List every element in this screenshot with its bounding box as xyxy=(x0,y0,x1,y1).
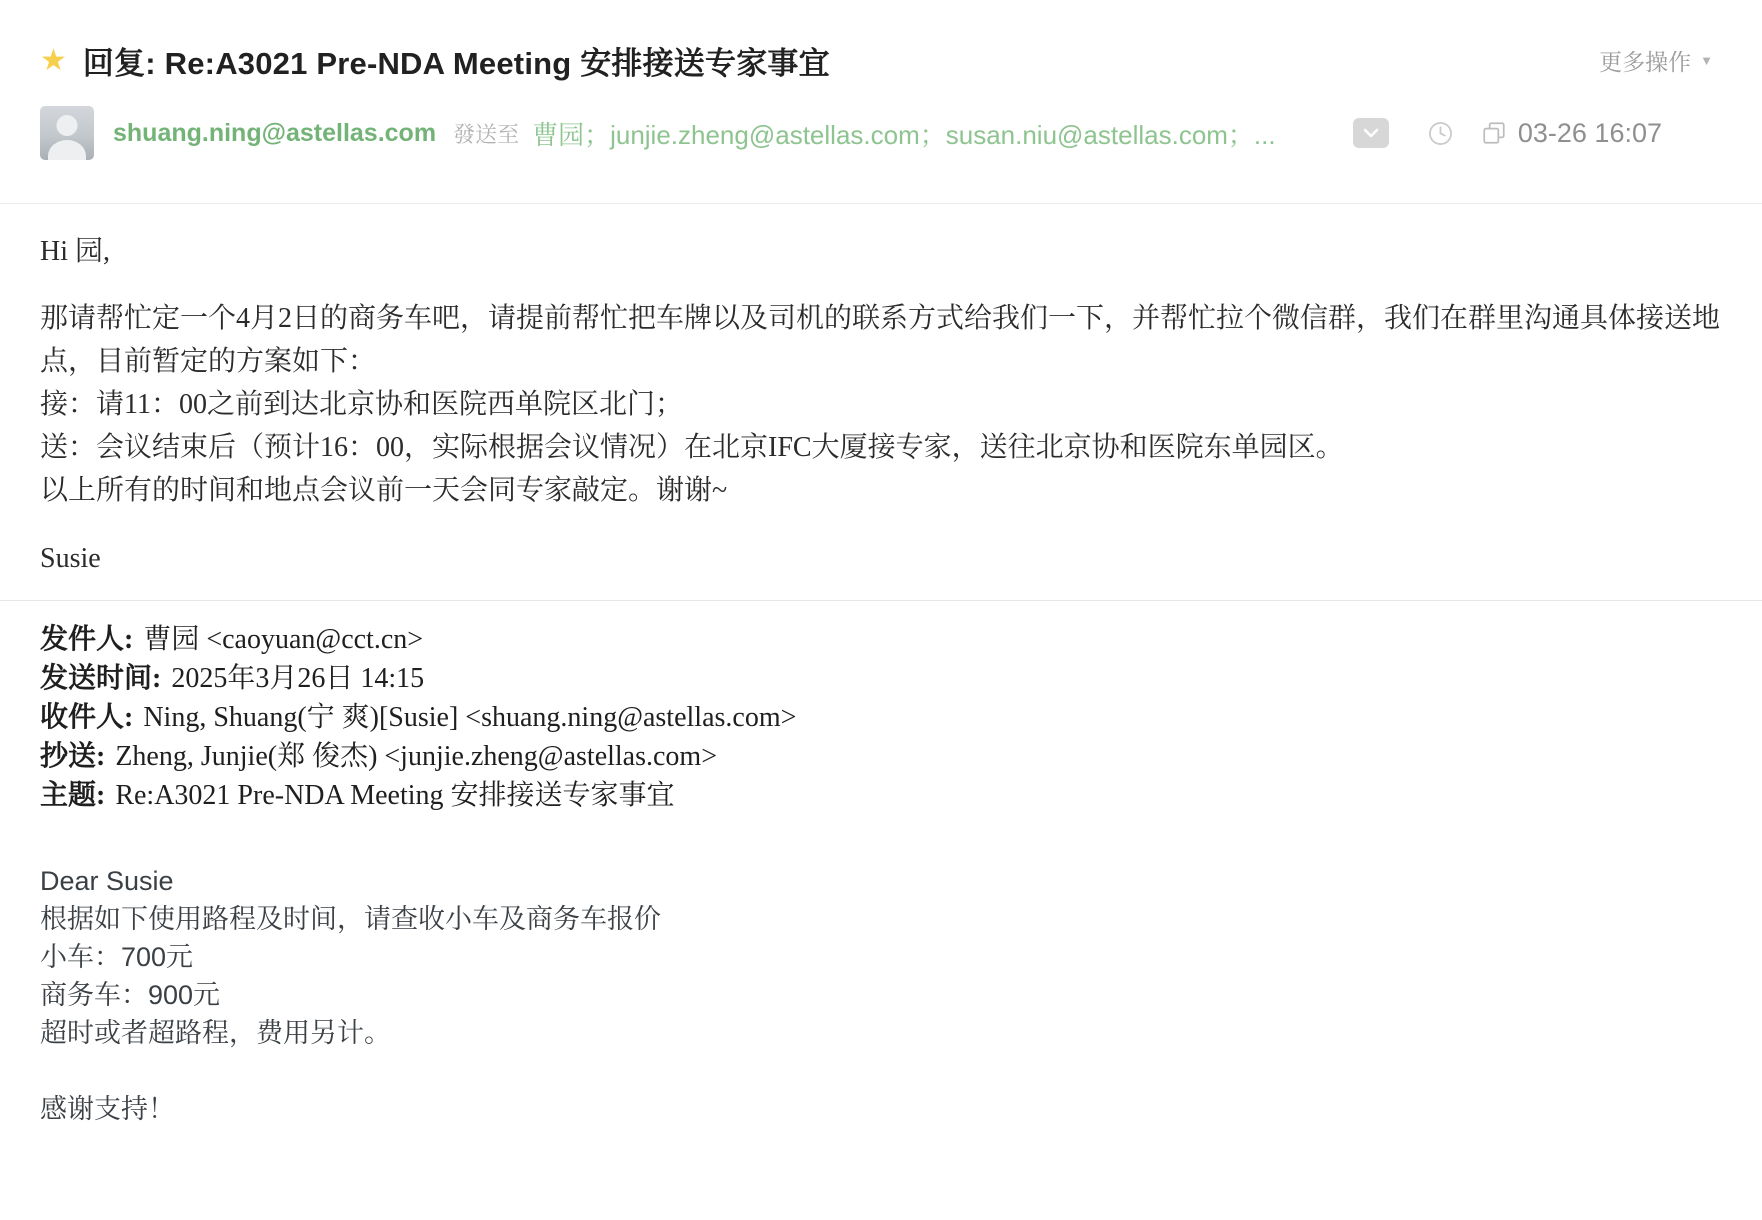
quoted-header-to xyxy=(40,698,1722,737)
chevron-down-icon xyxy=(1363,128,1379,138)
avatar-torso-shape xyxy=(48,140,86,160)
sent-to-label: 發送至 xyxy=(453,121,520,147)
email-subject: 回复: Re:A3021 Pre-NDA Meeting 安排接送专家事宜 xyxy=(82,46,830,81)
email-datetime: 03-26 16:07 xyxy=(1517,117,1662,148)
quoted-header-label: 抄送: xyxy=(40,741,106,772)
quoted-header-subject xyxy=(40,776,1722,815)
quote-intro-line: 根据如下使用路程及时间，请查收小车及商务车报价 xyxy=(40,904,661,934)
confirm-line: 以上所有的时间和地点会议前一天会同专家敲定。谢谢~ xyxy=(40,475,728,506)
quoted-header-value: 2025年3月26日 14:15 xyxy=(171,663,425,694)
sender-row xyxy=(40,104,1662,162)
car-price-line: 小车：700元 xyxy=(40,942,194,972)
pickup-line: 接：请11：00之前到达北京协和医院西单院区北门； xyxy=(40,389,683,420)
quoted-header-label: 发送时间: xyxy=(40,663,162,694)
quoted-header-label: 收件人: xyxy=(40,702,134,733)
quoted-headers xyxy=(40,620,1722,815)
quoted-header-value: 曹园 <caoyuan@cct.cn> xyxy=(143,624,424,655)
quoted-header-label: 主题: xyxy=(40,780,106,811)
body-paragraph: 那请帮忙定一个4月2日的商务车吧，请提前帮忙把车牌以及司机的联系方式给我们一下，并帮忙拉个微信群，我们在群里沟通具体接送地点，目前暂定的方案如下： xyxy=(40,303,1721,377)
van-price-line: 商务车：900元 xyxy=(40,980,221,1010)
overage-line: 超时或者超路程，费用另计。 xyxy=(40,1018,391,1048)
quoted-header-value: Ning, Shuang(宁 爽)[Susie] <shuang.ning@astellas.com> xyxy=(143,702,797,733)
avatar-head-shape xyxy=(57,115,78,136)
closing-line: 感谢支持！ xyxy=(40,1094,175,1124)
quoted-body xyxy=(40,862,1722,1128)
signature: Susie xyxy=(40,543,101,574)
quoted-header-label: 发件人: xyxy=(40,624,134,655)
star-icon[interactable]: ★ xyxy=(40,43,67,77)
quoted-header-value: Zheng, Junjie(郑 俊杰) <junjie.zheng@astellas.com> xyxy=(115,741,718,772)
dropoff-line: 送：会议结束后（预计16：00，实际根据会议情况）在北京IFC大厦接专家，送往北京协和医院东单园区。 xyxy=(40,432,1344,463)
copy-icon[interactable] xyxy=(1481,120,1507,146)
quoted-message-divider xyxy=(0,600,1762,601)
header-actions xyxy=(1327,118,1662,149)
quoted-header-cc xyxy=(40,737,1722,776)
more-actions-label: 更多操作 xyxy=(1599,49,1692,75)
subject-row xyxy=(40,38,1713,83)
quoted-header-sent-time xyxy=(40,659,1722,698)
recipients-list[interactable]: 曹园；junjie.zheng@astellas.com；susan.niu@astellas.com；... xyxy=(532,119,1276,150)
quoted-header-value: Re:A3021 Pre-NDA Meeting 安排接送专家事宜 xyxy=(115,780,675,811)
reply-body xyxy=(40,230,1722,580)
avatar[interactable] xyxy=(40,106,94,160)
quoted-greeting: Dear Susie xyxy=(40,866,174,896)
blank-line xyxy=(40,1052,1722,1090)
clock-icon[interactable] xyxy=(1427,120,1454,147)
header-divider xyxy=(0,203,1762,204)
more-actions-button[interactable] xyxy=(1599,44,1713,77)
expand-recipients-button[interactable] xyxy=(1353,118,1389,148)
quoted-header-from xyxy=(40,620,1722,659)
sender-email[interactable]: shuang.ning@astellas.com xyxy=(113,118,437,147)
chevron-down-icon: ▼ xyxy=(1700,53,1713,68)
greeting-line: Hi 园, xyxy=(40,236,111,267)
